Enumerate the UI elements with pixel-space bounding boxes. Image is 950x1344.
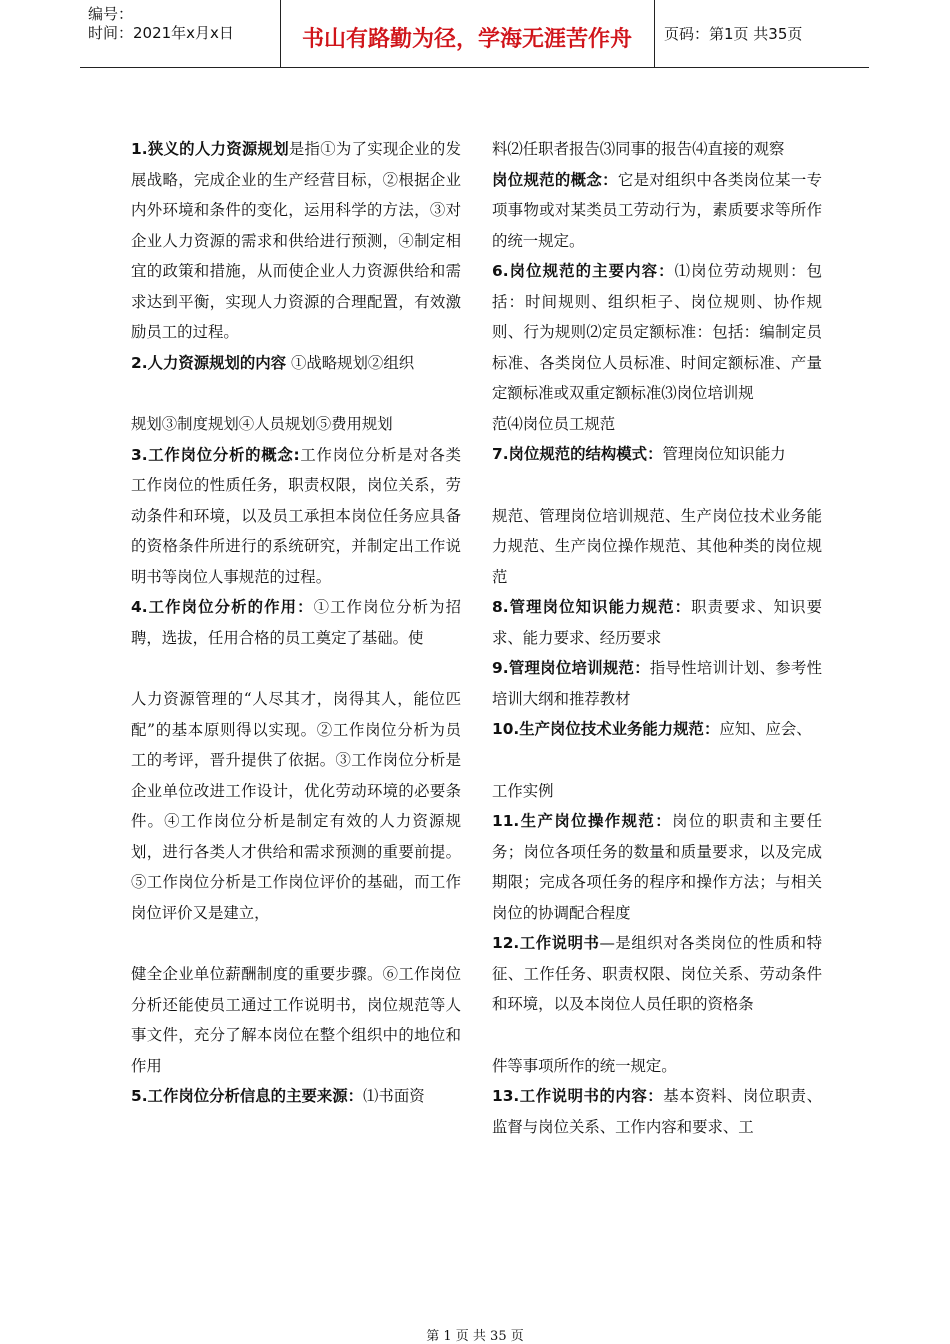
paragraph-9 <box>492 653 822 714</box>
paragraph-6-title: 6.岗位规范的主要内容： <box>492 262 675 280</box>
paragraph-8-body: 职责要求、知识要求、能力要求、经历要求 <box>492 598 822 647</box>
header-motto: 书山有路勤为径，学海无涯苦作舟 <box>301 27 632 52</box>
spacer <box>492 745 822 776</box>
paragraph-5-continued: 料⑵任职者报告⑶同事的报告⑷直接的观察 <box>492 140 785 158</box>
spacer <box>131 928 461 959</box>
paragraph-1-body: 是指①为了实现企业的发展战略，完成企业的生产经营目标，②根据企业内外环境和条件的变化，运用科学的方法，③对企业人力资源的需求和供给进行预测，④制定相宜的政策和措施，从而使企业人力资源供给和需求达到平衡，实现人力资源的合理配置，有效激励员工的过程。 <box>131 140 461 341</box>
right-text-column <box>492 134 822 1142</box>
paragraph-4-continued: 人力资源管理的“人尽其才，岗得其人，能位匹配”的基本原则得以实现。②工作岗位分析为员工的考评，晋升提供了依据。③工作岗位分析是企业单位改进工作设计，优化劳动环境的必要条件。④工作岗位分析是制定有效的人力资源规划，进行各类人才供给和需求预测的重要前提。⑤工作岗位分析是工作岗位评价的基础，而工作岗位评价又是建立， <box>131 690 461 922</box>
paragraph-5 <box>131 1081 461 1112</box>
spacer <box>131 653 461 684</box>
paragraph-4-continued-2: 健全企业单位薪酬制度的重要步骤。⑥工作岗位分析还能使员工通过工作说明书，岗位规范等人事文件，充分了解本岗位在整个组织中的地位和作用 <box>131 965 461 1075</box>
header-meta-cell <box>80 0 281 67</box>
page-header <box>80 0 869 68</box>
paragraph-10 <box>492 714 822 745</box>
paragraph-2 <box>131 348 461 379</box>
paragraph-3-title: 3.工作岗位分析的概念: <box>131 445 300 464</box>
paragraph-2-continued: 规划③制度规划④人员规划⑤费用规划 <box>131 415 393 433</box>
paragraph-6-body: ⑴岗位劳动规则：包括：时间规则、组织柜子、岗位规则、协作规则、行为规则⑵定员定额标准：包括：编制定员标准、各类岗位人员标准、时间定额标准、产量定额标准或双重定额标准⑶岗位培训规 <box>492 262 822 402</box>
job-spec-concept-body: 它是对组织中各类岗位某一专项事物或对某类员工劳动行为，素质要求等所作的统一规定。 <box>492 170 822 250</box>
paragraph-6-continued: 范⑷岗位员工规范 <box>492 414 616 433</box>
paragraph-12-continued: 件等事项所作的统一规定。 <box>492 1056 677 1075</box>
paragraph-2-body: ①战略规划②组织 <box>286 353 415 372</box>
paragraph-13-title: 13.工作说明书的内容： <box>492 1087 664 1105</box>
document-time-label: 时间：2021年x月x日 <box>88 24 234 42</box>
paragraph-5-body: ⑴书面资 <box>363 1087 425 1105</box>
header-page-cell <box>654 0 869 67</box>
page-footer: 第 1 页 共 35 页 <box>426 1329 524 1344</box>
spacer <box>131 378 461 409</box>
paragraph-13 <box>492 1081 822 1142</box>
spacer <box>492 470 822 501</box>
paragraph-7 <box>492 439 822 470</box>
paragraph-11-title: 11.生产岗位操作规范： <box>492 812 673 830</box>
paragraph-10-continued: 工作实例 <box>492 781 554 800</box>
paragraph-12 <box>492 928 822 1020</box>
job-spec-concept-title: 岗位规范的概念： <box>492 170 618 189</box>
paragraph-job-spec-concept <box>492 165 822 257</box>
paragraph-10-title: 10.生产岗位技术业务能力规范： <box>492 720 720 738</box>
paragraph-1 <box>131 134 461 348</box>
paragraph-4-title: 4.工作岗位分析的作用： <box>131 598 314 616</box>
paragraph-3 <box>131 440 461 593</box>
spacer <box>492 1020 822 1051</box>
paragraph-4-body: ①工作岗位分析为招聘，选拔，任用合格的员工奠定了基础。使 <box>131 598 461 647</box>
left-text-column <box>131 134 461 1112</box>
paragraph-8-title: 8.管理岗位知识能力规范： <box>492 598 692 616</box>
paragraph-7-continued: 规范、管理岗位培训规范、生产岗位技术业务能力规范、生产岗位操作规范、其他种类的岗位规范 <box>492 506 822 586</box>
paragraph-2-title: 2.人力资源规划的内容 <box>131 353 287 372</box>
paragraph-9-title: 9.管理岗位培训规范： <box>492 659 650 677</box>
header-motto-cell <box>280 0 655 67</box>
paragraph-4 <box>131 592 461 653</box>
paragraph-11-body: 岗位的职责和主要任务；岗位各项任务的数量和质量要求，以及完成期限；完成各项任务的程序和操作方法；与相关岗位的协调配合程度 <box>492 812 822 922</box>
paragraph-7-title: 7.岗位规范的结构模式： <box>492 445 663 463</box>
header-page-number: 页码：第1页 共35页 <box>664 25 803 43</box>
paragraph-8 <box>492 592 822 653</box>
paragraph-7-body: 管理岗位知识能力 <box>662 445 786 463</box>
paragraph-3-body: 工作岗位分析是对各类工作岗位的性质任务，职责权限，岗位关系，劳动条件和环境，以及员工承担本岗位任务应具备的资格条件所进行的系统研究，并制定出工作说明书等岗位人事规范的过程。 <box>131 445 461 586</box>
paragraph-5-title: 5.工作岗位分析信息的主要来源： <box>131 1087 364 1105</box>
paragraph-12-title: 12.工作说明书 <box>492 934 600 952</box>
paragraph-12-body: —是组织对各类岗位的性质和特征、工作任务、职责权限、岗位关系、劳动条件和环境，以及本岗位人员任职的资格条 <box>492 934 822 1013</box>
paragraph-11 <box>492 806 822 928</box>
paragraph-10-body: 应知、应会、 <box>719 720 812 738</box>
document-number-label: 编号： <box>88 5 134 23</box>
paragraph-9-body: 指导性培训计划、参考性培训大纲和推荐教材 <box>492 659 822 708</box>
paragraph-6 <box>492 256 822 409</box>
paragraph-1-title: 1.狭义的人力资源规划 <box>131 140 289 158</box>
paragraph-13-body: 基本资料、岗位职责、监督与岗位关系、工作内容和要求、工 <box>492 1087 822 1136</box>
